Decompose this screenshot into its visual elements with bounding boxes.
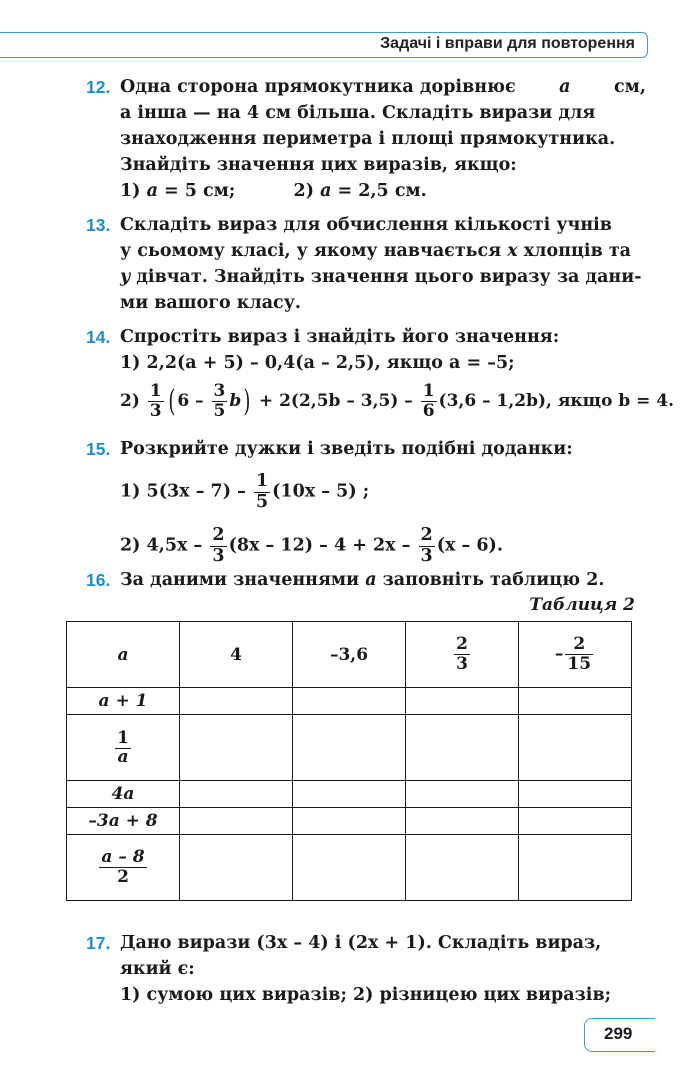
- task-number: 13.: [86, 215, 111, 235]
- table-row: [67, 622, 632, 688]
- table-row: [67, 781, 632, 808]
- text-line: який є:: [120, 959, 195, 979]
- part-1: 1) 2,2(a + 5) – 0,4(a – 2,5), якщо a = –5;: [120, 353, 515, 373]
- variable: a: [320, 181, 332, 201]
- table-cell: [519, 715, 632, 781]
- task-number: 15.: [86, 439, 111, 459]
- table-cell: $\frac{a - 8}{2}$: [67, 835, 180, 901]
- task-15: [86, 436, 646, 566]
- text-line: Одна сторона прямокутника дорівнює: [120, 77, 516, 97]
- variable: b: [229, 391, 242, 411]
- fraction: $\frac{1}{5}$: [255, 471, 269, 512]
- text-line: Розкрийте дужки і зведіть подібні доданки:: [120, 439, 573, 459]
- case-value: = 5 см;: [164, 181, 236, 201]
- expr: (x – 6).: [436, 535, 503, 556]
- table-row: [67, 808, 632, 835]
- table-cell: [519, 808, 632, 835]
- table-cell: [293, 781, 406, 808]
- table-cell: $\frac{1}{a}$: [67, 715, 180, 781]
- fraction: $\frac{3}{5}$: [213, 381, 226, 421]
- table-cell: [519, 835, 632, 901]
- table-cell: –3,6: [293, 622, 406, 688]
- table-cell: a: [67, 622, 180, 688]
- part-1: [120, 472, 646, 512]
- table-cell: –3a + 8: [67, 808, 180, 835]
- table-row: [67, 715, 632, 781]
- expr: 1) 5(3x – 7) –: [120, 481, 246, 502]
- text-line: хлопців та: [523, 241, 632, 261]
- text-line: см,: [614, 77, 646, 97]
- text-line: дівчат. Знайдіть значення цього виразу за дани-: [136, 267, 642, 287]
- task-13: [86, 212, 646, 316]
- table-cell: [293, 715, 406, 781]
- part-2: [120, 526, 646, 566]
- table-cell: [519, 781, 632, 808]
- part-label: 2): [120, 391, 140, 411]
- case-value: = 2,5 см.: [337, 181, 427, 201]
- fraction: $\frac{1}{6}$: [422, 381, 435, 421]
- task-number: 14.: [86, 327, 111, 347]
- text-line: у сьомому класі, у якому навчається: [120, 241, 502, 261]
- table-cell: [406, 715, 519, 781]
- table-cell: – $\frac{2}{15}$: [519, 622, 632, 688]
- table-cell: [180, 808, 293, 835]
- table-cell: [180, 715, 293, 781]
- page-header-title: Задачі і вправи для повторення: [380, 35, 635, 52]
- text-line: Дано вирази (3x – 4) і (2x + 1). Складіть вираз,: [120, 933, 602, 953]
- case-label: 2): [293, 181, 314, 201]
- values-table: [66, 621, 632, 901]
- variable: y: [120, 267, 131, 287]
- table-cell: [180, 835, 293, 901]
- table-row: [67, 835, 632, 901]
- table-cell: [293, 808, 406, 835]
- table-cell: [293, 835, 406, 901]
- table-cell: 4a: [67, 781, 180, 808]
- table-cell: [406, 835, 519, 901]
- expr: 6 –: [177, 391, 204, 411]
- text-line: знаходження периметра і площі прямокутника.: [120, 129, 616, 149]
- text-line: ми вашого класу.: [120, 293, 302, 313]
- task-number: 16.: [86, 570, 111, 590]
- fraction: $\frac{2}{3}$: [420, 525, 433, 566]
- case-label: 1): [120, 181, 141, 201]
- table-row: [67, 688, 632, 715]
- table-cell: [406, 688, 519, 715]
- task-number: 12.: [86, 77, 111, 97]
- text-line: За даними значеннями: [120, 570, 360, 590]
- table-cell: [180, 781, 293, 808]
- task-number: 17.: [86, 933, 111, 953]
- table-caption: Таблиця 2: [529, 595, 635, 615]
- variable: a: [559, 77, 571, 97]
- text-line: 1) сумою цих виразів; 2) різницею цих виразів;: [120, 985, 612, 1005]
- expr: + 2(2,5b – 3,5) –: [258, 391, 413, 411]
- part-2: 2) $\frac{1}{3}$ ( 6 – $\frac{3}{5}$ b) + 2(2,5b – 3,5) – $\frac{1}{6}$ (3,6 – 1,2b), якщо b = 4.: [120, 381, 675, 421]
- table-cell: [293, 688, 406, 715]
- variable: a: [146, 181, 158, 201]
- expr: (10x – 5) ;: [272, 481, 370, 502]
- table-cell: [519, 688, 632, 715]
- task-17: [86, 930, 646, 1008]
- text-line: Складіть вираз для обчислення кількості учнів: [120, 215, 612, 235]
- expr: (3,6 – 1,2b), якщо b = 4.: [438, 391, 675, 411]
- variable: a: [365, 570, 377, 590]
- table-cell: a + 1: [67, 688, 180, 715]
- page-number: 299: [604, 1024, 633, 1043]
- text-line: а інша — на 4 см більша. Складіть вирази для: [120, 103, 596, 123]
- expr: (8x – 12) – 4 + 2x –: [228, 535, 411, 556]
- variable: x: [507, 241, 518, 261]
- table-cell: 4: [180, 622, 293, 688]
- text-line: Спростіть вираз і знайдіть його значення:: [120, 327, 560, 347]
- table-cell: [406, 781, 519, 808]
- expr: 2) 4,5x –: [120, 535, 203, 556]
- fraction: $\frac{1}{3}$: [149, 381, 162, 421]
- task-14: [86, 324, 675, 421]
- table-cell: [406, 808, 519, 835]
- text-line: заповніть таблицю 2.: [382, 570, 605, 590]
- fraction: $\frac{2}{3}$: [212, 525, 225, 566]
- task-12: [86, 74, 646, 204]
- text-line: Знайдіть значення цих виразів, якщо:: [120, 155, 517, 175]
- task-16: [86, 567, 646, 593]
- table-cell: [180, 688, 293, 715]
- table-cell: $\frac{2}{3}$: [406, 622, 519, 688]
